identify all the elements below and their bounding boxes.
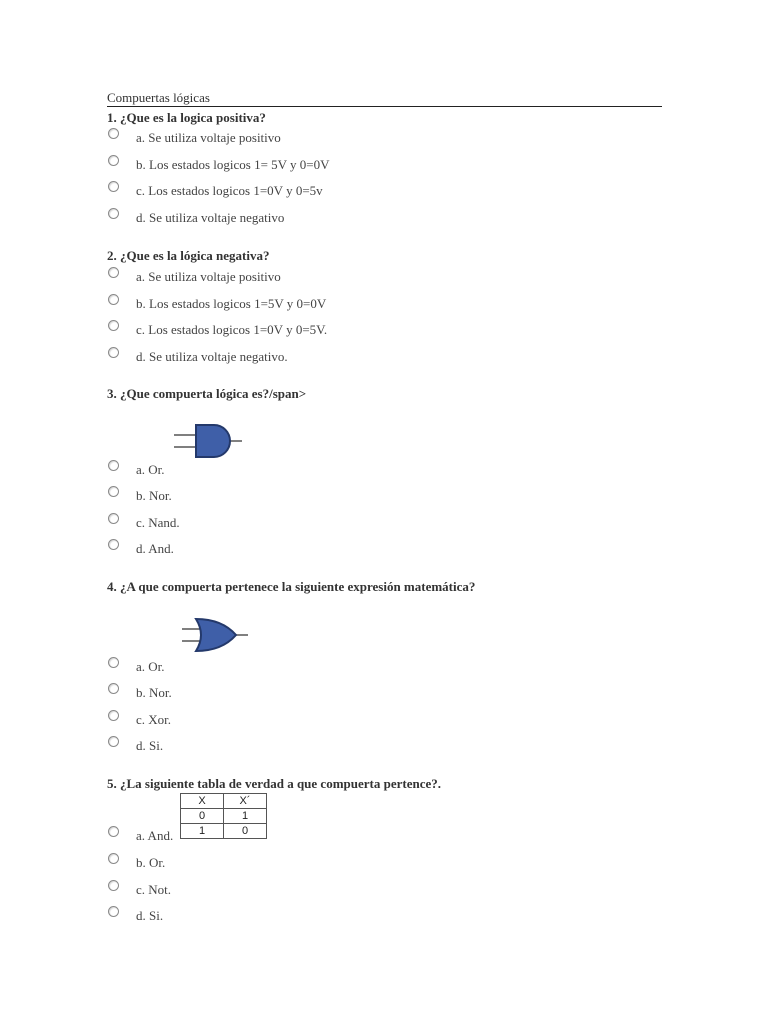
truth-cell: 0 [181,809,224,824]
q1-option-d[interactable]: d. Se utiliza voltaje negativo [108,208,408,228]
q5-option-c[interactable]: c. Not. [108,880,408,900]
question-5-text: 5. ¿La siguiente tabla de verdad a que compuerta pertence?. [107,776,442,791]
radio-button[interactable] [108,880,119,891]
q1-option-c[interactable]: c. Los estados logicos 1=0V y 0=5v [108,181,408,201]
q3-option-c[interactable]: c. Nand. [108,513,408,533]
q1-option-a[interactable]: a. Se utiliza voltaje positivo [108,128,408,148]
q4-option-c[interactable]: c. Xor. [108,710,408,730]
q5-option-a[interactable]: a. And. [108,826,408,846]
q2-option-c[interactable]: c. Los estados logicos 1=0V y 0=5V. [108,320,408,340]
radio-button[interactable] [108,347,119,358]
q3-option-d[interactable]: d. And. [108,539,408,559]
radio-button[interactable] [108,181,119,192]
radio-button[interactable] [108,853,119,864]
q4-option-a[interactable]: a. Or. [108,657,408,677]
radio-button[interactable] [108,294,119,305]
question-3-text: 3. ¿Que compuerta lógica es?/span> [107,386,307,401]
radio-button[interactable] [108,267,119,278]
truth-header-cell: X [181,794,224,809]
radio-button[interactable] [108,826,119,837]
q3-option-b[interactable]: b. Nor. [108,486,408,506]
radio-button[interactable] [108,486,119,497]
and-gate-icon [170,418,246,464]
radio-button[interactable] [108,539,119,550]
truth-cell: 1 [181,824,224,839]
q2-option-d[interactable]: d. Se utiliza voltaje negativo. [108,347,408,367]
q3-option-a[interactable]: a. Or. [108,460,408,480]
q1-option-b[interactable]: b. Los estados logicos 1= 5V y 0=0V [108,155,408,175]
truth-header-cell: X´ [224,794,267,809]
radio-button[interactable] [108,736,119,747]
document-title: Compuertas lógicas [107,90,662,107]
q5-option-d[interactable]: d. Si. [108,906,408,926]
radio-button[interactable] [108,320,119,331]
question-2-text: 2. ¿Que es la lógica negativa? [107,248,270,263]
radio-button[interactable] [108,128,119,139]
radio-button[interactable] [108,155,119,166]
q2-option-a[interactable]: a. Se utiliza voltaje positivo [108,267,408,287]
radio-button[interactable] [108,460,119,471]
q4-option-d[interactable]: d. Si. [108,736,408,756]
q2-option-b[interactable]: b. Los estados logicos 1=5V y 0=0V [108,294,408,314]
radio-button[interactable] [108,513,119,524]
question-1-text: 1. ¿Que es la logica positiva? [107,110,266,125]
radio-button[interactable] [108,906,119,917]
truth-table-header [181,794,267,809]
q4-option-b[interactable]: b. Nor. [108,683,408,703]
truth-cell: 0 [224,824,267,839]
truth-table-row [181,809,267,824]
radio-button[interactable] [108,710,119,721]
or-gate-icon [178,612,254,658]
radio-button[interactable] [108,208,119,219]
question-4-text: 4. ¿A que compuerta pertenece la siguiente expresión matemática? [107,579,476,594]
q5-option-b[interactable]: b. Or. [108,853,408,873]
radio-button[interactable] [108,657,119,668]
radio-button[interactable] [108,683,119,694]
truth-cell: 1 [224,809,267,824]
